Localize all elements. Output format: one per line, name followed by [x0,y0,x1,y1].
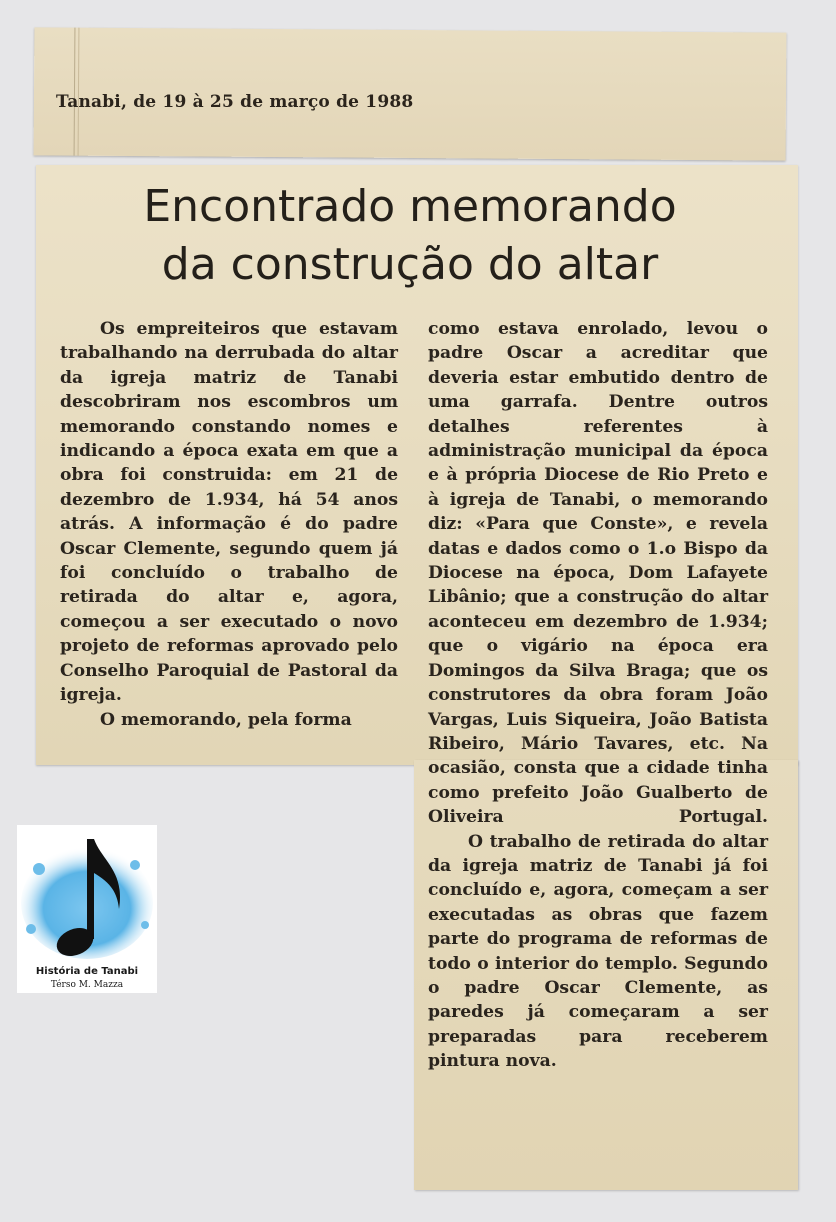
article-column-left [60,317,398,732]
paragraph: O trabalho de retirada do altar da igreja matriz de Tanabi já foi concluído e, agora, começam a ser executadas as obras que fazem parte do programa de reformas de todo o interior do templo. Segundo o padre Oscar Clemente, as paredes já começaram a ser preparadas para receberem pintura nova. [428,831,768,1072]
splash-dot [33,863,45,875]
splash-dot [130,860,140,870]
headline-line-2: da construção do altar [161,239,659,290]
paragraph: O memorando, pela forma [100,709,352,730]
article-column-right [428,317,768,1074]
paragraph: como estava enrolado, levou o padre Oscar a acreditar que deveria estar embutido dentro de uma garrafa. Dentre outros detalhes referentes à administração municipal da época e à própria Diocese de Rio Preto e à igreja de Tanabi, o memorando diz: «Para que Conste», e revela datas e dados como o 1.o Bispo da Diocese na época, Dom Lafayete Libânio; que a construção do altar aconteceu em dezembro de 1.934; que o vigário na época era Domingos da Silva Braga; que os construtores da obra foram João Vargas, Luis Siqueira, João Batista Ribeiro, Mário Tavares, etc. Na ocasião, consta que a cidade tinha como prefeito João Gualberto de Oliveira Portugal. [428,319,768,828]
logo-author: Térso M. Mazza [50,980,124,990]
historia-de-tanabi-logo [17,825,157,993]
note-stem [87,839,94,939]
splash-dot [141,921,149,929]
dateline: Tanabi, de 19 à 25 de março de 1988 [56,92,414,112]
splash-dot [26,924,36,934]
headline [60,178,760,294]
paragraph: Os empreiteiros que estavam trabalhando na derrubada do altar da igreja matriz de Tanabi descobriram nos escombros um memorando constando nomes e indicando a época exata em que a obra foi construida: em 21 de dezembro de 1.934, há 54 anos atrás. A informação é do padre Oscar Clemente, segundo quem já foi concluído o trabalho de retirada do altar e, agora, começou a ser executado o novo projeto de reformas aprovado pelo Conselho Paroquial de Pastoral da igreja. [60,319,398,706]
logo-title: História de Tanabi [35,966,139,977]
headline-line-1: Encontrado memorando [143,181,677,232]
music-note-icon [17,825,157,965]
